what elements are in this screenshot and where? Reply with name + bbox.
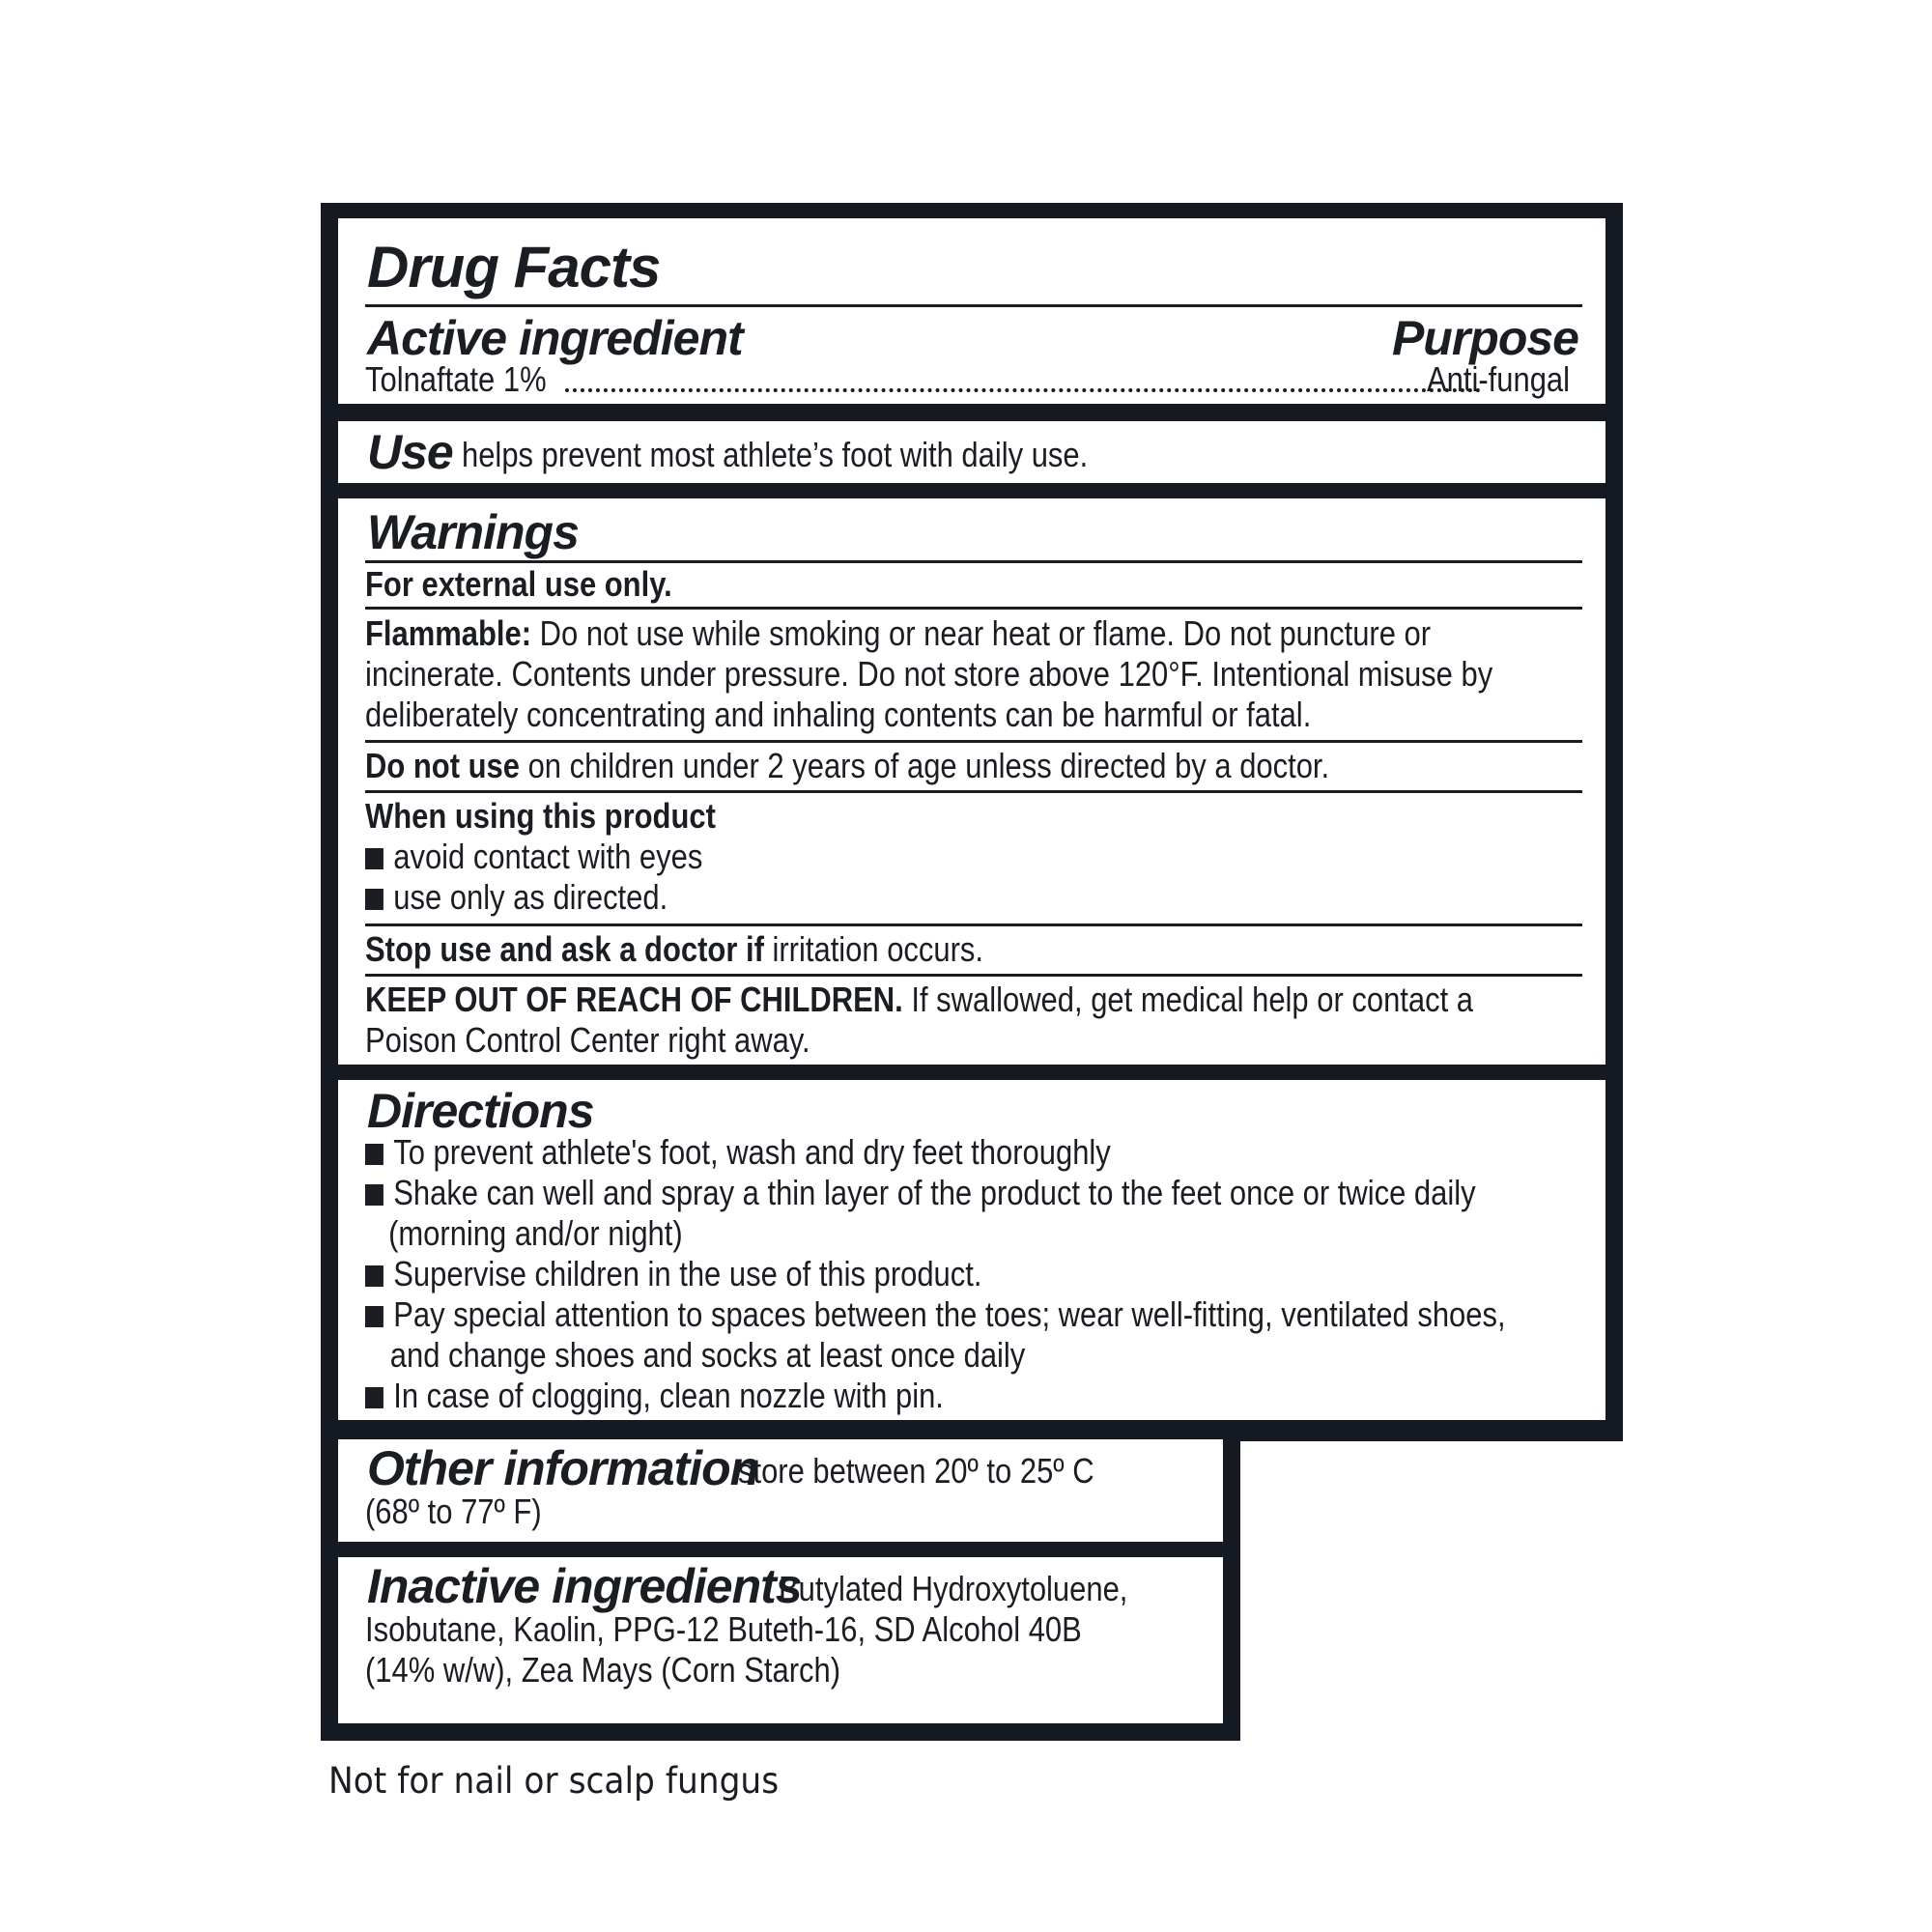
- footnote: Not for nail or scalp fungus: [328, 1760, 780, 1802]
- keep-out-warning: KEEP OUT OF REACH OF CHILDREN. If swallowed, get medical help or contact a Poison Control Center right away.: [365, 980, 1474, 1060]
- list-item-continued: and change shoes and socks at least once daily: [389, 1335, 1026, 1375]
- external-use-text: For external use only.: [365, 564, 672, 604]
- inactive-ingredients-rest: Isobutane, Kaolin, PPG-12 Buteth-16, SD Alcohol 40B (14% w/w), Zea Mays (Corn Starch): [365, 1609, 1082, 1690]
- bullet-square-icon: [365, 1265, 384, 1287]
- bullet-square-icon: [365, 1387, 384, 1408]
- directions-heading: Directions: [367, 1084, 594, 1138]
- divider-1: [365, 607, 1582, 610]
- panel-directions: [338, 1080, 1605, 1420]
- title-divider: [365, 304, 1582, 307]
- bullet-square-icon: [365, 1144, 384, 1165]
- other-information-line2: (68º to 77º F): [365, 1492, 542, 1531]
- panel-warnings: [338, 498, 1605, 1065]
- bullet-square-icon: [365, 1184, 384, 1206]
- other-information-line1: store between 20º to 25º C: [738, 1451, 1094, 1491]
- list-item: avoid contact with eyes: [365, 837, 716, 877]
- directions-list: [365, 1132, 1506, 1416]
- leader-dots: [565, 388, 1481, 392]
- divider-4: [365, 923, 1582, 926]
- use-text: helps prevent most athlete’s foot with daily use.: [462, 435, 1089, 474]
- list-item-continued: (morning and/or night): [388, 1213, 683, 1253]
- divider-3: [365, 790, 1582, 793]
- do-not-use-warning: Do not use on children under 2 years of age unless directed by a doctor.: [365, 746, 1330, 785]
- use-heading: Use: [367, 425, 453, 479]
- active-ingredient-name: Tolnaftate 1%: [365, 359, 547, 399]
- list-item: To prevent athlete's foot, wash and dry feet thoroughly: [365, 1132, 1506, 1173]
- inactive-ingredients-line1: Butylated Hydroxytoluene,: [779, 1569, 1128, 1608]
- list-item: use only as directed.: [365, 877, 716, 918]
- panel-active-ingredient: [338, 218, 1605, 404]
- panel-other-information: [338, 1439, 1223, 1542]
- flammable-warning: Flammable: Do not use while smoking or near heat or flame. Do not puncture or incinerate. Contents under pressure. Do not store above 120°F. Intentional misuse by deliberately concentrating and inhaling contents can be harmful or fatal.: [365, 613, 1493, 734]
- bullet-square-icon: [365, 889, 384, 910]
- other-information-heading: Other information: [367, 1441, 759, 1495]
- bullet-square-icon: [365, 848, 384, 869]
- inactive-ingredients-heading: Inactive ingredients: [367, 1559, 802, 1613]
- panel-use: [338, 421, 1605, 483]
- warnings-heading: Warnings: [367, 505, 579, 559]
- warnings-divider: [365, 560, 1582, 563]
- list-item: Supervise children in the use of this product.: [365, 1254, 1506, 1294]
- list-item: Shake can well and spray a thin layer of the product to the feet once or twice daily: [365, 1173, 1506, 1213]
- stop-use-warning: Stop use and ask a doctor if irritation occurs.: [365, 929, 984, 969]
- panel-inactive-ingredients: [338, 1557, 1223, 1723]
- active-ingredient-heading: Active ingredient: [367, 311, 743, 365]
- page-title: Drug Facts: [367, 235, 661, 299]
- when-using-section: When using this product avoid contact with eyes use only as directed.: [365, 796, 716, 917]
- divider-5: [365, 974, 1582, 977]
- purpose-value: Anti-fungal: [1427, 359, 1571, 399]
- list-item: Pay special attention to spaces between the toes; wear well-fitting, ventilated shoes,: [365, 1294, 1506, 1335]
- purpose-heading: Purpose: [1391, 311, 1578, 365]
- divider-2: [365, 740, 1582, 743]
- bullet-square-icon: [365, 1306, 384, 1327]
- list-item: In case of clogging, clean nozzle with pin.: [365, 1376, 1506, 1416]
